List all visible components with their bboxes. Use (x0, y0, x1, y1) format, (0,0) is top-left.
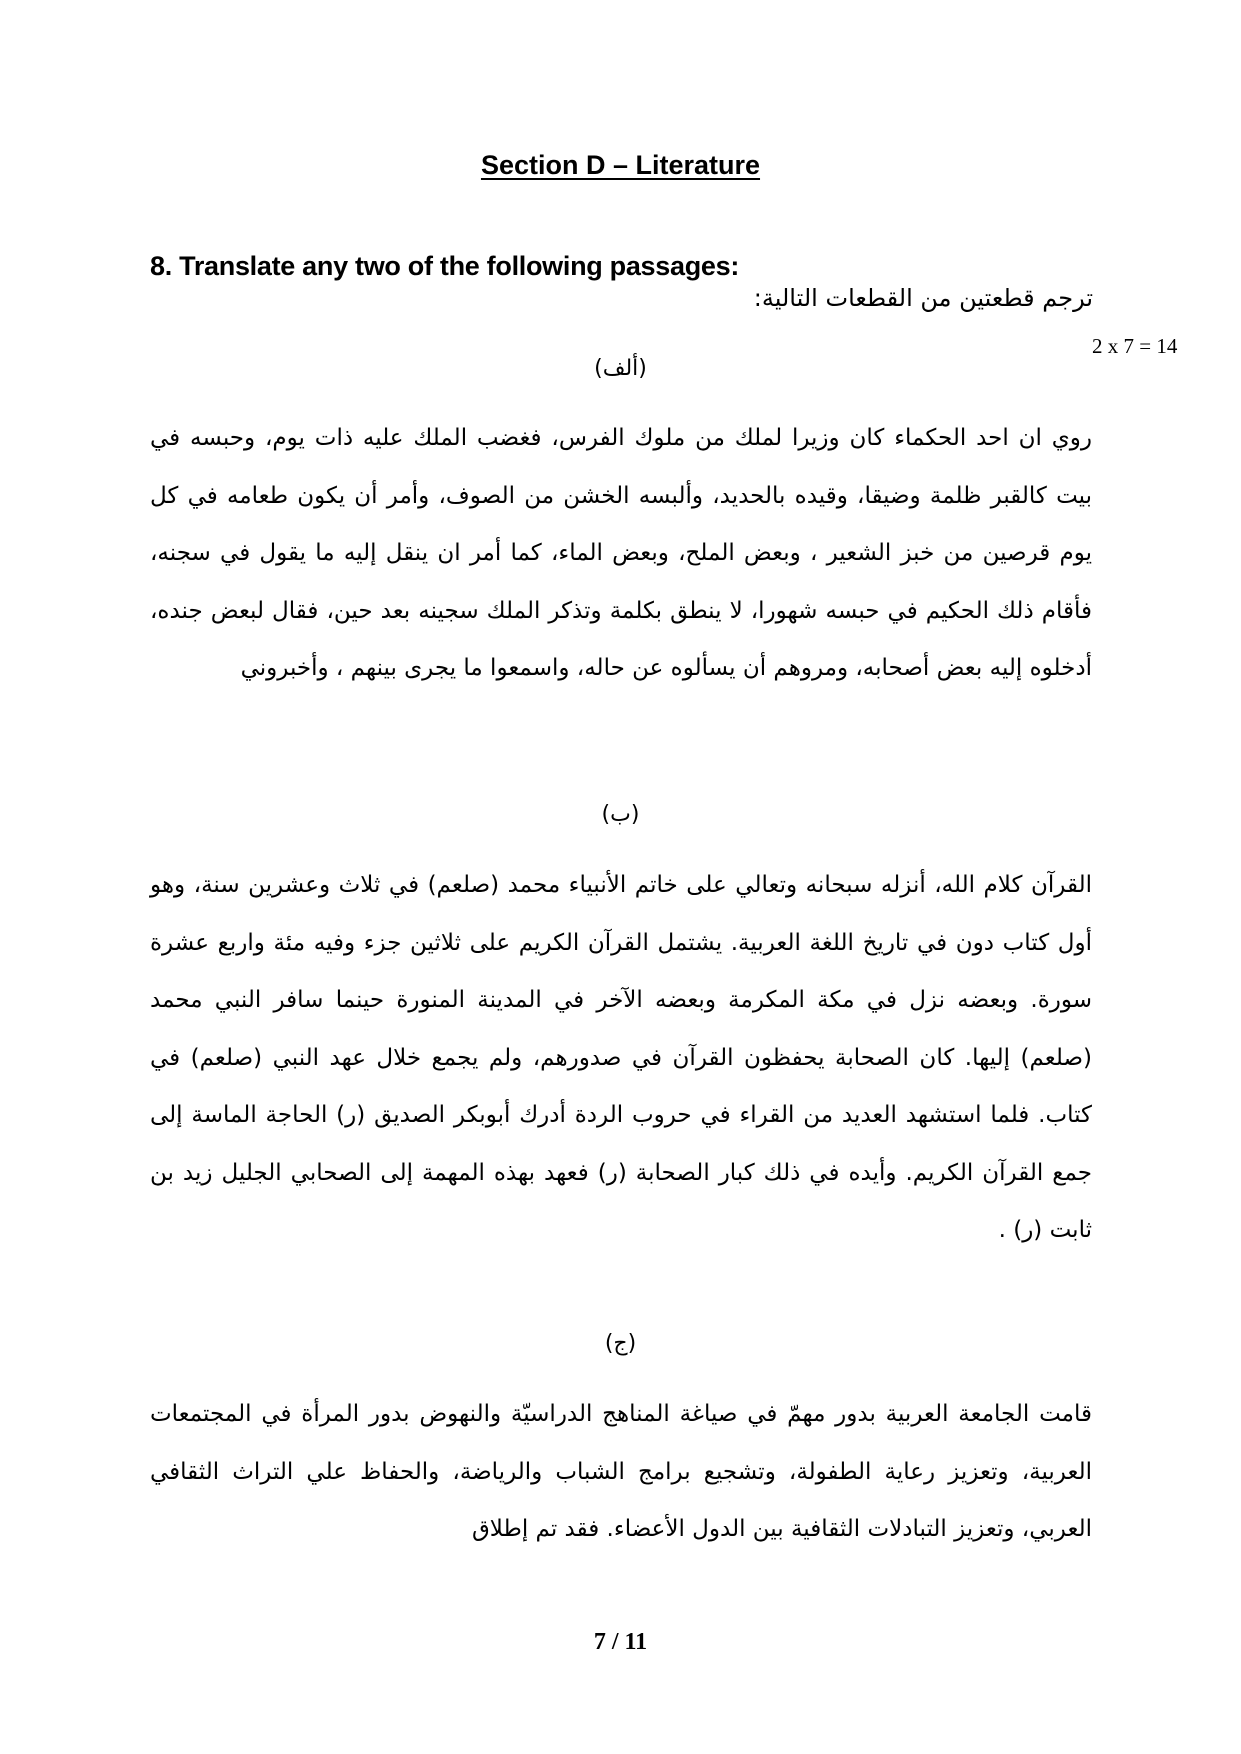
arabic-instruction: ترجم قطعتين من القطعات التالية: (753, 284, 1093, 312)
passage-jim: قامت الجامعة العربية بدور مهمّ في صياغة المناهج الدراسيّة والنهوض بدور المرأة في المجتمعات العربية، وتعزيز رعاية الطفولة، وتشجيع برامج الشباب والرياضة، والحفاظ علي التراث الثقافي العربي، وتعزيز التبادلات الثقافية بين الدول الأعضاء. فقد تم إطلاق (150, 1401, 1092, 1542)
passage-label-alif: (ألف) (594, 356, 647, 381)
page-number: 7 / 11 (593, 1629, 648, 1655)
question-heading: 8. Translate any two of the following passages: (150, 251, 740, 281)
marks-allocation: 2 x 7 = 14 (1092, 334, 1178, 358)
passage-label-ba: (ب) (601, 802, 640, 827)
passage-alif: روي ان احد الحكماء كان وزيرا لملك من ملوك الفرس، فغضب الملك عليه ذات يوم، وحبسه في بيت كالقبر ظلمة وضيقا، وقيده بالحديد، وألبسه الخشن من الصوف، وأمر أن يكون طعامه في كل يوم قرصين من خبز الشعير ، وبعض الملح، وبعض الماء، كما أمر ان ينقل إليه ما يقول في سجنه، فأقام ذلك الحكيم في حبسه شهورا، لا ينطق بكلمة وتذكر الملك سجينه بعد حين، فقال لبعض جنده، أدخلوه إليه بعض أصحابه، ومروهم أن يسألوه عن حاله، واسمعوا ما يجرى بينهم ، وأخبروني (150, 425, 1092, 681)
passage-ba: القرآن كلام الله، أنزله سبحانه وتعالي على خاتم الأنبياء محمد (صلعم) في ثلاث وعشرين سنة، وهو أول كتاب دون في تاريخ اللغة العربية. يشتمل القرآن الكريم على ثلاثين جزء وفيه مئة واربع عشرة سورة. وبعضه نزل في مكة المكرمة وبعضه الآخر في المدينة المنورة حينما سافر النبي محمد (صلعم) إليها. كان الصحابة يحفظون القرآن في صدورهم، ولم يجمع خلال عهد النبي (صلعم) في كتاب. فلما استشهد العديد من القراء في حروب الردة أدرك أبوبكر الصديق (ر) الحاجة الماسة إلى جمع القرآن الكريم. وأيده في ذلك كبار الصحابة (ر) فعهد بهذه المهمة إلى الصحابي الجليل زيد بن ثابت (ر) . (150, 872, 1092, 1243)
section-title: Section D – Literature (480, 150, 761, 180)
passage-label-jim: (ج) (604, 1331, 637, 1356)
